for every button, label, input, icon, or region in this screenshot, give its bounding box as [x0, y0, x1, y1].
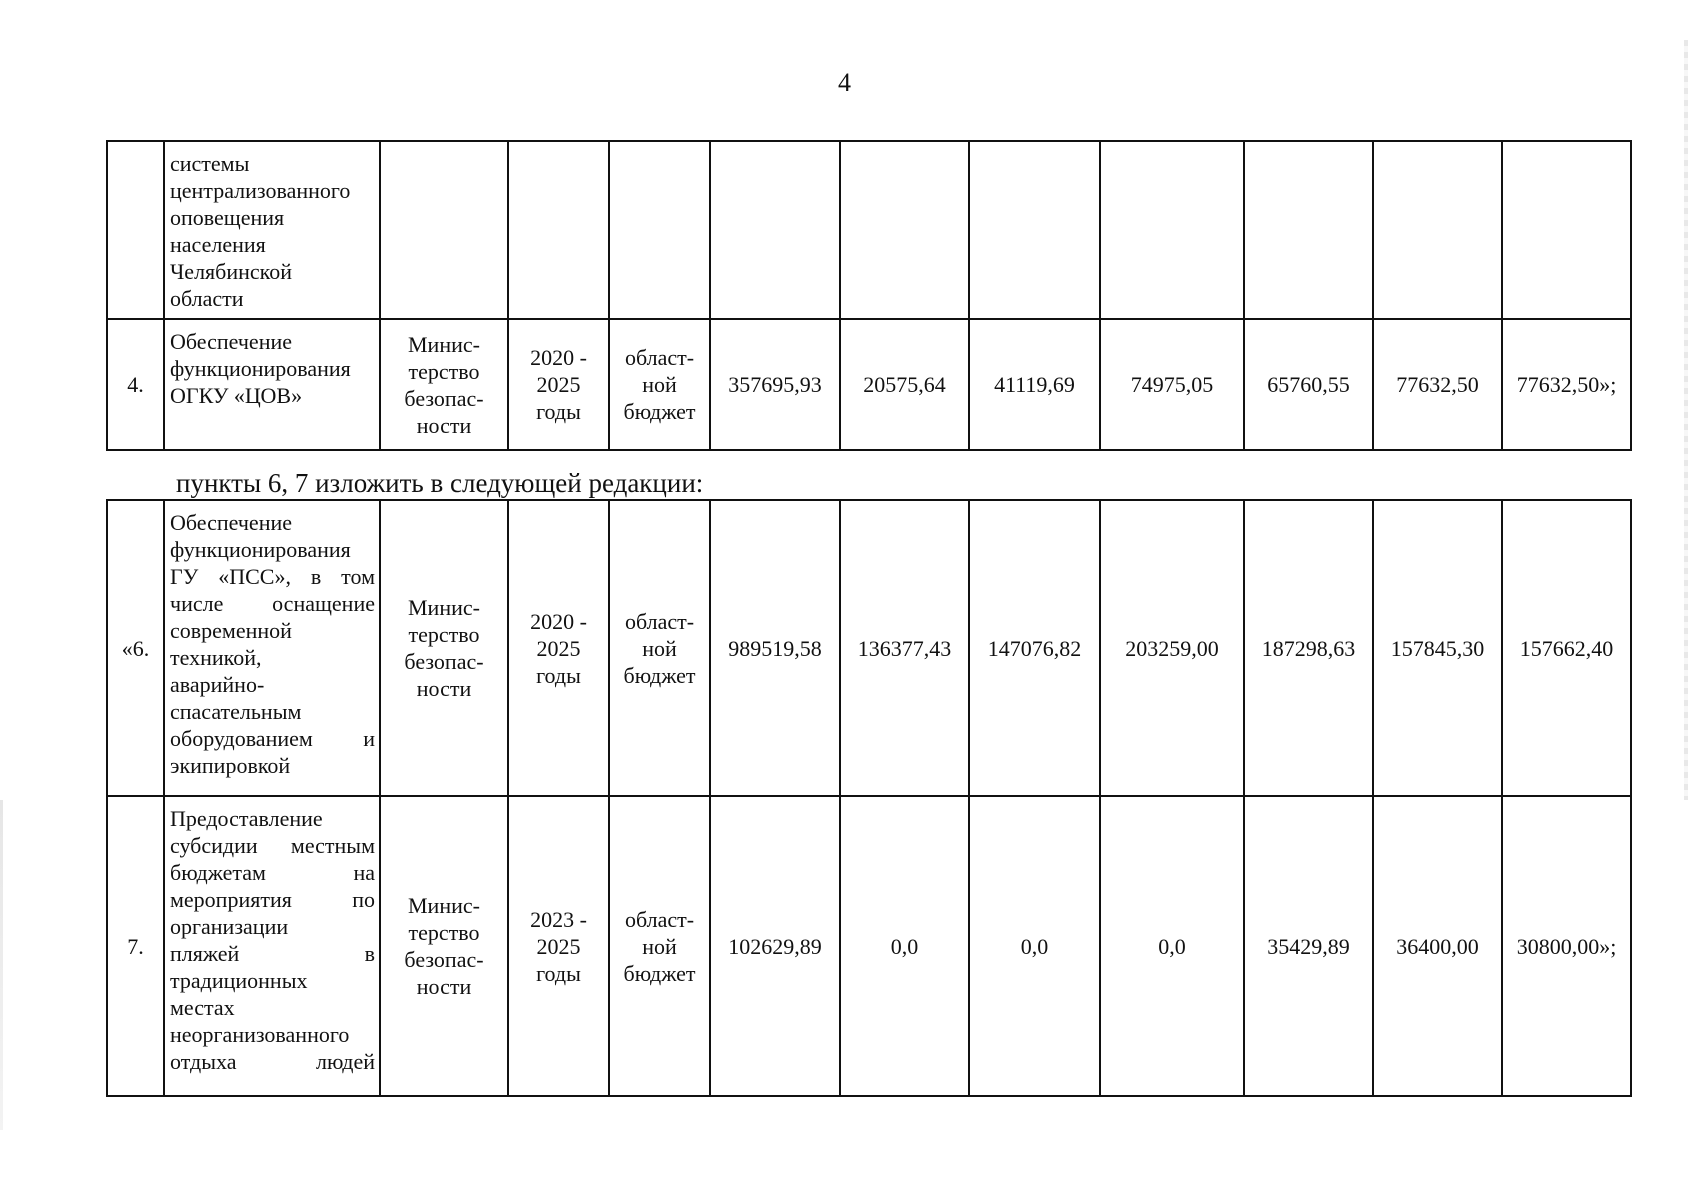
amount-value: 357695,93: [728, 372, 822, 397]
funding-source-line: област-: [624, 608, 695, 634]
measure-name-line: ОГКУ «ЦОВ»: [170, 383, 303, 408]
amount-value: 203259,00: [1125, 635, 1219, 661]
measure-name-cell: [164, 796, 380, 1096]
measure-name-line: местах: [170, 995, 235, 1020]
funding-source-line: бюджет: [623, 662, 696, 688]
amount-cell: [1502, 319, 1631, 450]
row-number-cell: [107, 796, 164, 1096]
row-number: 7.: [127, 933, 144, 959]
amount-cell: [710, 141, 840, 319]
measure-name-line: Обеспечение: [170, 329, 292, 354]
funding-source-line: бюджет: [623, 960, 696, 986]
table2-body: [107, 500, 1631, 1096]
executor-line: ности: [416, 412, 472, 438]
measure-name-line: мероприятия по: [170, 887, 375, 912]
amount-cell: [1244, 500, 1373, 796]
funding-source-cell: [609, 796, 710, 1096]
amount-value: 35429,89: [1267, 933, 1350, 959]
amount-cell: [710, 796, 840, 1096]
executor-line: терство: [408, 920, 480, 945]
table-row: [107, 141, 1631, 319]
amount-cell: [840, 141, 969, 319]
amendment-intro-text: пункты 6, 7 изложить в следующей редакции:: [176, 468, 704, 498]
executor-line: безопас-: [404, 649, 484, 674]
amount-cell: [840, 796, 969, 1096]
executor-line: ности: [416, 676, 472, 701]
program-table-part-2: [106, 499, 1632, 1097]
measure-name-line: традиционных: [170, 968, 308, 993]
period-line: годы: [536, 960, 581, 986]
scan-edge-left: [0, 800, 3, 1130]
executor-line: терство: [408, 358, 480, 384]
executor-line: терство: [408, 622, 480, 647]
row-number: 4.: [127, 372, 144, 397]
measure-name-line: отдыха людей: [170, 1049, 375, 1074]
amount-value: 30800,00»;: [1516, 933, 1617, 959]
measure-name-line: экипировкой: [170, 753, 291, 778]
amount-value: 157662,40: [1519, 635, 1614, 661]
amount-cell: [1100, 319, 1244, 450]
executor-line: безопас-: [404, 947, 484, 972]
amount-cell: [1373, 796, 1502, 1096]
amount-cell: [1502, 500, 1631, 796]
page-number: 4: [838, 68, 851, 97]
amount-value: 989519,58: [728, 635, 822, 661]
amount-cell: [969, 319, 1100, 450]
measure-name-line: населения: [170, 232, 266, 257]
measure-name-line: системы: [170, 151, 250, 176]
measure-name-line: функционирования: [170, 537, 351, 562]
funding-source-line: бюджет: [623, 399, 696, 424]
amount-value: 77632,50: [1396, 372, 1479, 397]
amount-value: 187298,63: [1261, 635, 1356, 661]
period-line: 2023 -: [530, 906, 587, 932]
measure-name-line: бюджетам на: [170, 860, 375, 885]
funding-source-line: ной: [642, 933, 677, 959]
amount-cell: [840, 319, 969, 450]
executor-cell: [380, 319, 508, 450]
funding-source-line: област-: [624, 906, 695, 932]
amount-cell: [1373, 319, 1502, 450]
executor-cell: [380, 500, 508, 796]
executor-cell: [380, 141, 508, 319]
amount-value: 36400,00: [1396, 933, 1479, 959]
amount-cell: [1244, 141, 1373, 319]
period-line: годы: [536, 662, 581, 688]
row-number-cell: [107, 319, 164, 450]
amount-value: 157845,30: [1390, 635, 1485, 661]
measure-name-line: числе оснащение: [170, 591, 375, 616]
period-line: 2025: [536, 933, 581, 959]
executor-line: ности: [416, 974, 472, 999]
amount-value: 77632,50»;: [1516, 372, 1617, 397]
measure-name-cell: [164, 319, 380, 450]
measure-name-line: спасательным: [170, 699, 302, 724]
measure-name-line: оборудованием и: [170, 726, 375, 751]
executor-cell: [380, 796, 508, 1096]
table-row: [107, 500, 1631, 796]
amount-cell: [1244, 796, 1373, 1096]
period-cell: [508, 141, 609, 319]
scan-edge-right: [1684, 40, 1688, 800]
period-cell: [508, 319, 609, 450]
period-line: 2025: [536, 372, 581, 397]
amount-value: 147076,82: [987, 635, 1082, 661]
amount-cell: [1100, 141, 1244, 319]
measure-name-line: субсидии местным: [170, 833, 375, 858]
period-line: 2020 -: [530, 345, 587, 370]
amount-cell: [969, 500, 1100, 796]
measure-name-line: пляжей в: [170, 941, 375, 966]
executor-line: Минис-: [408, 595, 480, 620]
amount-value: 0,0: [1158, 933, 1186, 959]
amount-value: 136377,43: [857, 635, 952, 661]
amount-cell: [710, 500, 840, 796]
measure-name-line: Предоставление: [170, 806, 323, 831]
measure-name-line: ГУ «ПСС», в том: [170, 564, 375, 589]
funding-source-line: ной: [642, 635, 677, 661]
funding-source-cell: [609, 319, 710, 450]
measure-name-line: организации: [170, 914, 289, 939]
measure-name-line: области: [170, 286, 244, 311]
amount-cell: [710, 319, 840, 450]
period-line: 2020 -: [530, 608, 587, 634]
period-cell: [508, 500, 609, 796]
measure-name-line: техникой,: [170, 645, 262, 670]
row-number-cell: [107, 500, 164, 796]
amount-value: 102629,89: [728, 933, 822, 959]
measure-name-line: Челябинской: [170, 259, 293, 284]
table1-body: [107, 141, 1631, 450]
amount-cell: [1373, 141, 1502, 319]
amount-value: 20575,64: [863, 372, 946, 397]
amount-cell: [1502, 141, 1631, 319]
table-row: [107, 319, 1631, 450]
measure-name-line: Обеспечение: [170, 510, 292, 535]
measure-name-cell: [164, 141, 380, 319]
amount-cell: [969, 141, 1100, 319]
amount-value: 74975,05: [1130, 372, 1214, 397]
funding-source-line: ной: [642, 372, 677, 397]
measure-name-line: централизованного: [170, 178, 351, 203]
measure-name-line: функционирования: [170, 356, 351, 381]
funding-source-cell: [609, 141, 710, 319]
measure-name-line: неорганизованного: [170, 1022, 350, 1047]
amount-cell: [1502, 796, 1631, 1096]
amount-value: 0,0: [1020, 933, 1049, 959]
period-line: годы: [536, 399, 581, 424]
amount-value: 0,0: [890, 933, 919, 959]
executor-line: Минис-: [408, 331, 480, 357]
row-number: «6.: [121, 635, 150, 661]
executor-line: Минис-: [408, 893, 480, 918]
amount-cell: [1244, 319, 1373, 450]
amount-cell: [1373, 500, 1502, 796]
amount-value: 41119,69: [994, 372, 1075, 397]
program-table-part-1: [106, 140, 1632, 451]
amount-cell: [840, 500, 969, 796]
measure-name-cell: [164, 500, 380, 796]
amount-cell: [969, 796, 1100, 1096]
executor-line: безопас-: [404, 385, 484, 411]
amount-cell: [1100, 500, 1244, 796]
measure-name-line: аварийно-: [170, 672, 265, 697]
table-row: [107, 796, 1631, 1096]
period-line: 2025: [536, 635, 581, 661]
amount-value: 65760,55: [1267, 372, 1350, 397]
row-number-cell: [107, 141, 164, 319]
funding-source-line: област-: [624, 345, 695, 370]
period-cell: [508, 796, 609, 1096]
measure-name-line: современной: [170, 618, 292, 643]
amount-cell: [1100, 796, 1244, 1096]
measure-name-line: оповещения: [170, 205, 285, 230]
funding-source-cell: [609, 500, 710, 796]
